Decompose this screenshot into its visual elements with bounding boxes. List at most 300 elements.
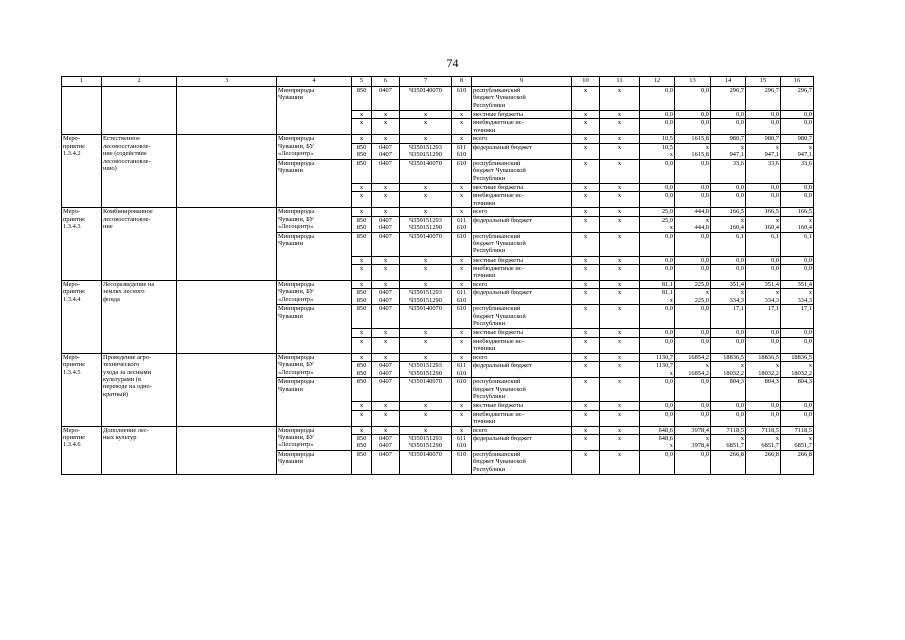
cell-col10: x — [572, 337, 600, 353]
funding-source-line: Республики — [473, 247, 506, 255]
cell-section: x — [372, 183, 400, 191]
cell-funding-source — [472, 329, 572, 337]
cell-measure-name — [102, 135, 177, 208]
cell-grbs-line: 850 — [356, 369, 367, 377]
funding-source-line: точники — [473, 345, 496, 353]
cell-amount-c16: 0,0 — [781, 329, 814, 337]
funding-source-line: точники — [473, 126, 496, 134]
cell-funding-source — [472, 216, 572, 232]
cell-col10: x — [572, 87, 600, 111]
cell-amount-c12-line: x — [669, 369, 673, 377]
responsible-line: Чувашии, БУ — [278, 434, 315, 442]
funding-source-line: бюджет Чувашской — [473, 458, 526, 466]
cell-amount-c16: 0,0 — [781, 183, 814, 191]
cell-amount-c13 — [675, 289, 711, 305]
measure-name-line: лесовосстановле- — [103, 157, 151, 165]
cell-amount-c13: 16854,2 — [675, 353, 711, 361]
cell-amount-c14-line: x — [740, 435, 744, 443]
cell-target-item: x — [400, 426, 452, 434]
cell-grbs-line: 850 — [356, 224, 367, 232]
cell-amount-c12: 0,0 — [640, 256, 675, 264]
cell-amount-c13 — [675, 362, 711, 378]
cell-target-item-line: Ч350151290 — [409, 151, 442, 159]
cell-funding-source — [472, 143, 572, 159]
cell-amount-c15: 980,7 — [746, 135, 781, 143]
cell-amount-c12: 0,0 — [640, 265, 675, 281]
cell-section-line: 0407 — [379, 216, 392, 224]
cell-target-item: x — [400, 192, 452, 208]
cell-col11: x — [600, 143, 640, 159]
cell-amount-c13: 0,0 — [675, 111, 711, 119]
cell-section: x — [372, 402, 400, 410]
measure-code-line: Меро- — [63, 353, 80, 361]
cell-section-line: 0407 — [379, 362, 392, 370]
cell-grbs: 850 — [352, 305, 372, 329]
cell-amount-c13: 0,0 — [675, 119, 711, 135]
responsible-line: «Лесоцентр» — [278, 295, 314, 303]
cell-funding-source — [472, 281, 572, 289]
cell-section: x — [372, 281, 400, 289]
cell-code — [62, 87, 102, 135]
responsible-line: Минприроды — [278, 451, 315, 459]
cell-grbs-line: 850 — [356, 289, 367, 297]
cell-section: x — [372, 135, 400, 143]
table-row-total — [62, 281, 814, 289]
cell-amount-c12: 0,0 — [640, 159, 675, 183]
cell-amount-c16: 6,1 — [781, 232, 814, 256]
measure-name-line: нию) — [103, 165, 117, 173]
cell-amount-c15: 0,0 — [746, 410, 781, 426]
responsible-line: Чувашии — [278, 240, 303, 248]
cell-target-item — [400, 289, 452, 305]
cell-expense-type: x — [452, 337, 472, 353]
column-header: 15 — [746, 77, 781, 87]
funding-source-line: всего — [473, 353, 488, 361]
cell-amount-c14: 0,0 — [711, 265, 746, 281]
responsible-line: Чувашии — [278, 458, 303, 466]
cell-section: x — [372, 265, 400, 281]
cell-amount-c14-line: x — [740, 216, 744, 224]
cell-funding-source — [472, 410, 572, 426]
cell-target-item: Ч350140070 — [400, 159, 452, 183]
measure-code-line: 1.3.4.6 — [63, 441, 81, 449]
measure-name-line: Естественное — [103, 135, 140, 143]
cell-col10: x — [572, 451, 600, 475]
cell-expense-type: x — [452, 265, 472, 281]
cell-amount-c15 — [746, 289, 781, 305]
cell-section: 0407 — [372, 159, 400, 183]
cell-responsible — [277, 353, 352, 377]
column-header: 12 — [640, 77, 675, 87]
measure-code-line: приятие — [63, 361, 86, 369]
cell-amount-c12-line: x — [669, 296, 673, 304]
cell-amount-c12-line: 81,1 — [661, 289, 673, 297]
cell-grbs-line: 850 — [356, 435, 367, 443]
measure-name-line: лесовосстановле- — [103, 215, 151, 223]
cell-expense-type: x — [452, 426, 472, 434]
cell-amount-c15-line: 334,3 — [764, 296, 779, 304]
cell-amount-c14 — [711, 362, 746, 378]
cell-funding-source — [472, 435, 572, 451]
cell-amount-c13: 0,0 — [675, 337, 711, 353]
cell-expense-type: x — [452, 119, 472, 135]
cell-target-item — [400, 216, 452, 232]
responsible-line: «Лесоцентр» — [278, 441, 314, 449]
cell-responsible — [277, 208, 352, 232]
cell-grbs — [352, 362, 372, 378]
cell-col10: x — [572, 256, 600, 264]
measure-name-line: лесовосстановле- — [103, 142, 151, 150]
cell-measure-name — [102, 426, 177, 474]
cell-grbs: x — [352, 402, 372, 410]
cell-amount-c15: 18836,5 — [746, 353, 781, 361]
cell-amount-c15: 804,3 — [746, 378, 781, 402]
cell-amount-c14: 0,0 — [711, 337, 746, 353]
cell-col10: x — [572, 265, 600, 281]
cell-col11: x — [600, 353, 640, 361]
cell-col3 — [177, 87, 277, 135]
cell-amount-c16-line: x — [808, 216, 812, 224]
cell-target-item — [400, 143, 452, 159]
cell-amount-c14: 0,0 — [711, 256, 746, 264]
cell-amount-c12: 25,0 — [640, 208, 675, 216]
cell-amount-c12-line: 10,5 — [661, 143, 673, 151]
cell-measure-name — [102, 87, 177, 135]
cell-measure-code — [62, 281, 102, 354]
funding-source-line: всего — [473, 281, 488, 289]
funding-source-line: всего — [473, 426, 488, 434]
cell-grbs: x — [352, 208, 372, 216]
responsible-line: «Лесоцентр» — [278, 368, 314, 376]
funding-source-line: точники — [473, 272, 496, 280]
cell-expense-type: x — [452, 111, 472, 119]
cell-target-item: Ч350140070 — [400, 232, 452, 256]
column-header: 2 — [102, 77, 177, 87]
cell-amount-c14: 0,0 — [711, 119, 746, 135]
cell-col11: x — [600, 305, 640, 329]
cell-section-line: 0407 — [379, 442, 392, 450]
measure-name-line: технического — [103, 361, 140, 369]
cell-amount-c14: 18836,5 — [711, 353, 746, 361]
funding-source-line: Республики — [473, 101, 506, 109]
responsible-line: Минприроды — [278, 305, 315, 313]
cell-col11: x — [600, 256, 640, 264]
cell-col10: x — [572, 183, 600, 191]
cell-amount-c16: 0,0 — [781, 256, 814, 264]
cell-grbs: 850 — [352, 378, 372, 402]
cell-col11: x — [600, 435, 640, 451]
cell-amount-c13: 0,0 — [675, 256, 711, 264]
cell-amount-c12: 0,0 — [640, 183, 675, 191]
cell-target-item-line: Ч350151293 — [409, 216, 442, 224]
cell-section: 0407 — [372, 232, 400, 256]
column-header: 14 — [711, 77, 746, 87]
measure-name-line: фонда — [103, 295, 120, 303]
cell-amount-c12: 0,0 — [640, 451, 675, 475]
cell-amount-c15-line: 6851,7 — [761, 442, 779, 450]
cell-col11: x — [600, 111, 640, 119]
responsible-line: Минприроды — [278, 281, 315, 289]
cell-amount-c16: 0,0 — [781, 119, 814, 135]
cell-target-item — [400, 435, 452, 451]
cell-funding-source — [472, 111, 572, 119]
cell-amount-c12 — [640, 143, 675, 159]
cell-funding-source — [472, 119, 572, 135]
cell-grbs-line: 850 — [356, 296, 367, 304]
cell-target-item: Ч350140070 — [400, 87, 452, 111]
cell-amount-c12 — [640, 216, 675, 232]
cell-expense-type: x — [452, 192, 472, 208]
measure-code-line: 1.3.4.3 — [63, 223, 81, 231]
cell-amount-c15: 0,0 — [746, 265, 781, 281]
cell-amount-c13 — [675, 143, 711, 159]
cell-section — [372, 216, 400, 232]
cell-col10: x — [572, 410, 600, 426]
responsible-line: Чувашии, БУ — [278, 288, 315, 296]
cell-grbs-line: 850 — [356, 216, 367, 224]
cell-section: x — [372, 111, 400, 119]
cell-amount-c12: 0,0 — [640, 87, 675, 111]
cell-target-item: Ч350140070 — [400, 305, 452, 329]
cell-amount-c13-line: x — [705, 143, 709, 151]
cell-amount-c15: 17,1 — [746, 305, 781, 329]
column-header: 5 — [352, 77, 372, 87]
responsible-line: Чувашии — [278, 167, 303, 175]
cell-amount-c13 — [675, 216, 711, 232]
cell-amount-c14: 0,0 — [711, 183, 746, 191]
cell-amount-c13-line: x — [705, 435, 709, 443]
cell-col10: x — [572, 119, 600, 135]
cell-section: x — [372, 329, 400, 337]
cell-grbs: 850 — [352, 451, 372, 475]
cell-section: 0407 — [372, 378, 400, 402]
cell-target-item: x — [400, 208, 452, 216]
responsible-line: Чувашии — [278, 94, 303, 102]
funding-source-line: бюджет Чувашской — [473, 94, 526, 102]
cell-amount-c12: 0,0 — [640, 192, 675, 208]
funding-source-line: республиканский — [473, 159, 521, 167]
cell-amount-c14 — [711, 143, 746, 159]
cell-col3 — [177, 281, 277, 354]
cell-amount-c15-line: x — [775, 435, 779, 443]
cell-amount-c13: 0,0 — [675, 87, 711, 111]
cell-amount-c14: 266,8 — [711, 451, 746, 475]
responsible-line: Чувашии, БУ — [278, 361, 315, 369]
cell-amount-c14: 7118,5 — [711, 426, 746, 434]
cell-amount-c15-line: x — [775, 143, 779, 151]
cell-expense-type: x — [452, 402, 472, 410]
responsible-line: Чувашии, БУ — [278, 142, 315, 150]
cell-amount-c12: 0,0 — [640, 329, 675, 337]
cell-col10: x — [572, 143, 600, 159]
cell-expense-type — [452, 289, 472, 305]
cell-amount-c12: 0,0 — [640, 111, 675, 119]
cell-amount-c16: 980,7 — [781, 135, 814, 143]
cell-col10: x — [572, 362, 600, 378]
cell-amount-c13-line: 1615,8 — [691, 151, 709, 159]
funding-source-line: Республики — [473, 174, 506, 182]
cell-amount-c12-line: 25,0 — [661, 216, 673, 224]
cell-target-item — [400, 362, 452, 378]
funding-source-line: всего — [473, 135, 488, 143]
cell-amount-c16: 0,0 — [781, 192, 814, 208]
cell-col11: x — [600, 426, 640, 434]
funding-source-line: местные бюджеты — [473, 256, 524, 264]
cell-grbs: x — [352, 281, 372, 289]
cell-col10: x — [572, 329, 600, 337]
cell-amount-c15-line: 18032,2 — [758, 369, 779, 377]
cell-amount-c13: 3978,4 — [675, 426, 711, 434]
cell-amount-c12: 0,0 — [640, 337, 675, 353]
cell-amount-c14: 0,0 — [711, 410, 746, 426]
cell-section-line: 0407 — [379, 143, 392, 151]
cell-amount-c16: 0,0 — [781, 410, 814, 426]
cell-col10: x — [572, 281, 600, 289]
cell-expense-type-line: 611 — [456, 143, 467, 151]
cell-responsible — [277, 426, 352, 450]
responsible-line: «Лесоцентр» — [278, 223, 314, 231]
funding-source-line: всего — [473, 208, 488, 216]
cell-amount-c15: 0,0 — [746, 119, 781, 135]
cell-col11: x — [600, 232, 640, 256]
cell-amount-c12-line: x — [669, 151, 673, 159]
cell-section: x — [372, 208, 400, 216]
header-row — [62, 77, 814, 87]
funding-source-line: внебюджетные ис- — [473, 410, 524, 418]
column-header: 9 — [472, 77, 572, 87]
table-row-total — [62, 135, 814, 143]
measure-code-line: Меро- — [63, 208, 80, 216]
cell-section-line: 0407 — [379, 369, 392, 377]
cell-grbs: 850 — [352, 159, 372, 183]
cell-amount-c15: 166,5 — [746, 208, 781, 216]
cell-amount-c16-line: x — [808, 289, 812, 297]
cell-amount-c16: 0,0 — [781, 337, 814, 353]
cell-amount-c13: 0,0 — [675, 402, 711, 410]
cell-col11: x — [600, 402, 640, 410]
cell-amount-c16: 351,4 — [781, 281, 814, 289]
cell-amount-c16 — [781, 362, 814, 378]
measure-name-line: Дополнение лес- — [103, 426, 149, 434]
column-header: 6 — [372, 77, 400, 87]
cell-expense-type: x — [452, 281, 472, 289]
cell-section — [372, 143, 400, 159]
cell-target-item: x — [400, 119, 452, 135]
cell-section: x — [372, 337, 400, 353]
cell-expense-type: 610 — [452, 159, 472, 183]
cell-expense-type: x — [452, 353, 472, 361]
cell-section: x — [372, 353, 400, 361]
responsible-line: Минприроды — [278, 87, 315, 94]
column-header: 11 — [600, 77, 640, 87]
cell-amount-c15: 351,4 — [746, 281, 781, 289]
cell-section-line: 0407 — [379, 289, 392, 297]
cell-amount-c15: 0,0 — [746, 111, 781, 119]
cell-amount-c14-line: 334,3 — [729, 296, 744, 304]
cell-col10: x — [572, 426, 600, 434]
cell-col10: x — [572, 216, 600, 232]
cell-amount-c15: 33,6 — [746, 159, 781, 183]
cell-target-item: x — [400, 337, 452, 353]
funding-source-line: бюджет Чувашской — [473, 385, 526, 393]
cell-funding-source — [472, 337, 572, 353]
cell-grbs-line: 850 — [356, 151, 367, 159]
measure-name-line: кратный) — [103, 390, 129, 398]
cell-target-item-line: Ч350151290 — [409, 224, 442, 232]
cell-col10: x — [572, 208, 600, 216]
cell-amount-c12: 0,0 — [640, 305, 675, 329]
cell-amount-c15-line: 947,1 — [764, 151, 779, 159]
cell-amount-c14-line: 18032,2 — [723, 369, 744, 377]
cell-amount-c15-line: x — [775, 216, 779, 224]
responsible-line: «Лесоцентр» — [278, 150, 314, 158]
cell-amount-c14: 296,7 — [711, 87, 746, 111]
measure-name-line: землях лесного — [103, 288, 145, 296]
cell-amount-c13: 0,0 — [675, 329, 711, 337]
cell-amount-c13-line: 225,0 — [694, 296, 709, 304]
funding-source-line: местные бюджеты — [473, 329, 524, 337]
funding-source-line: республиканский — [473, 451, 521, 459]
cell-measure-code — [62, 135, 102, 208]
cell-grbs — [352, 289, 372, 305]
cell-expense-type: x — [452, 135, 472, 143]
cell-grbs: x — [352, 426, 372, 434]
cell-funding-source — [472, 402, 572, 410]
cell-amount-c14: 166,5 — [711, 208, 746, 216]
table-row — [62, 87, 814, 111]
cell-amount-c15: 296,7 — [746, 87, 781, 111]
cell-responsible — [277, 135, 352, 159]
column-header: 1 — [62, 77, 102, 87]
measure-name-line: Комбинированное — [103, 208, 153, 216]
cell-amount-c12 — [640, 362, 675, 378]
cell-grbs: x — [352, 353, 372, 361]
cell-funding-source — [472, 378, 572, 402]
cell-amount-c14 — [711, 289, 746, 305]
cell-amount-c16: 166,5 — [781, 208, 814, 216]
cell-section — [372, 289, 400, 305]
cell-amount-c15 — [746, 143, 781, 159]
funding-source-line: Республики — [473, 393, 506, 401]
cell-section: x — [372, 192, 400, 208]
funding-source-line: республиканский — [473, 378, 521, 386]
cell-amount-c16-line: x — [808, 362, 812, 370]
cell-amount-c16: 7118,5 — [781, 426, 814, 434]
funding-source-line: внебюджетные ис- — [473, 337, 524, 345]
measure-code-line: приятие — [63, 434, 86, 442]
cell-amount-c13: 0,0 — [675, 232, 711, 256]
cell-amount-c13: 0,0 — [675, 192, 711, 208]
cell-col11: x — [600, 119, 640, 135]
funding-source-line: республиканский — [473, 87, 521, 94]
cell-amount-c12-line: x — [669, 442, 673, 450]
cell-amount-c15 — [746, 216, 781, 232]
cell-target-item: x — [400, 402, 452, 410]
column-header: 8 — [452, 77, 472, 87]
cell-section: x — [372, 119, 400, 135]
cell-expense-type-line: 610 — [456, 224, 467, 232]
cell-funding-source — [472, 289, 572, 305]
cell-amount-c16: 17,1 — [781, 305, 814, 329]
responsible-line: Минприроды — [278, 208, 315, 216]
cell-amount-c15: 0,0 — [746, 337, 781, 353]
cell-target-item-line: Ч350151293 — [409, 143, 442, 151]
cell-col10: x — [572, 305, 600, 329]
cell-grbs: x — [352, 192, 372, 208]
cell-amount-c16: 0,0 — [781, 111, 814, 119]
cell-section: 0407 — [372, 451, 400, 475]
cell-amount-c13-line: 3978,4 — [691, 442, 709, 450]
